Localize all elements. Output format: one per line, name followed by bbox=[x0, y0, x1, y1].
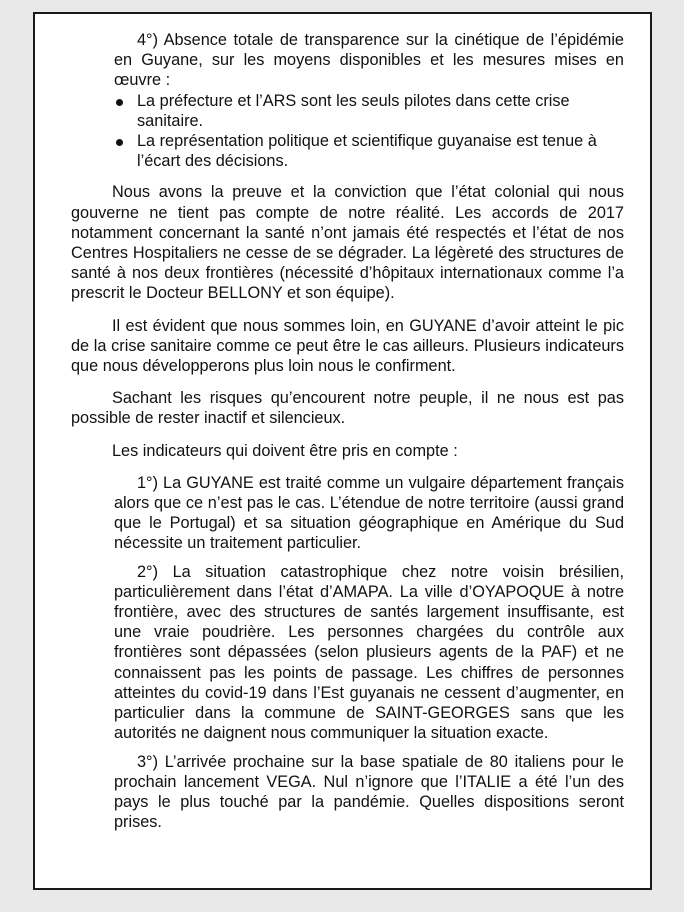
indicator-2: 2°) La situation catastrophique chez notre voisin brésilien, particulièrement dans l’état d’AMAPA. La ville d’OYAPOQUE à notre frontière, avec des structures de santés largement insuffisante, est une vraie poudrière. Les personnes chargées du contrôle aux frontières sont dépassées (selon plusieurs agents de la PAF) et ne connaissent pas les points de passage. Les chiffres de personnes atteintes du covid-19 dans l’Est guyanais ne cessent d’augmenter, en particulier dans la commune de SAINT-GEORGES sans que les autorités ne daignent nous communiquer la situation exacte. bbox=[114, 562, 624, 743]
bullet-text: La représentation politique et scientifique guyanaise est tenue à l’écart des décisions. bbox=[137, 132, 597, 171]
indicator-3: 3°) L’arrivée prochaine sur la base spatiale de 80 italiens pour le prochain lancement VEGA. Nul n’ignore que l’ITALIE a été l’un des pays le plus touché par la pandémie. Quelles dispositions seront prises. bbox=[114, 752, 624, 832]
indicator-1: 1°) La GUYANE est traité comme un vulgaire département français alors que ce n’est pas le cas. L’étendue de notre territoire (aussi grand que le Portugal) et sa situation géographique en Amérique du Sud nécessite un traitement particulier. bbox=[114, 473, 624, 553]
bullet-item bbox=[115, 131, 624, 171]
bullet-list bbox=[71, 91, 624, 172]
paragraph: Sachant les risques qu’encourent notre peuple, il ne nous est pas possible de rester inactif et silencieux. bbox=[71, 389, 624, 428]
paragraph: Il est évident que nous sommes loin, en GUYANE d’avoir atteint le pic de la crise sanitaire comme ce peut être le cas ailleurs. Plusieurs indicateurs que nous développerons plus loin nous le confirment. bbox=[71, 316, 624, 376]
bullet-item bbox=[115, 91, 624, 131]
bullet-icon bbox=[116, 99, 123, 106]
paragraph: Nous avons la preuve et la conviction que l’état colonial qui nous gouverne ne tient pas compte de notre réalité. Les accords de 2017 notamment concernant la santé n’ont jamais été respectés et l’état de nos Centres Hospitaliers ne cesse de se dégrader. La légèreté des structures de santé à nos deux frontières (nécessité d’hôpitaux internationaux comme l’a prescrit le Docteur BELLONY et son équipe). bbox=[71, 183, 624, 303]
bullet-icon bbox=[116, 139, 123, 146]
document-page bbox=[33, 12, 652, 890]
point-4: 4°) Absence totale de transparence sur la cinétique de l’épidémie en Guyane, sur les moyens disponibles et les mesures mises en œuvre : bbox=[114, 31, 624, 90]
document-body bbox=[71, 30, 624, 832]
bullet-text: La préfecture et l’ARS sont les seuls pilotes dans cette crise sanitaire. bbox=[137, 91, 570, 130]
paragraph: Les indicateurs qui doivent être pris en compte : bbox=[112, 441, 458, 460]
